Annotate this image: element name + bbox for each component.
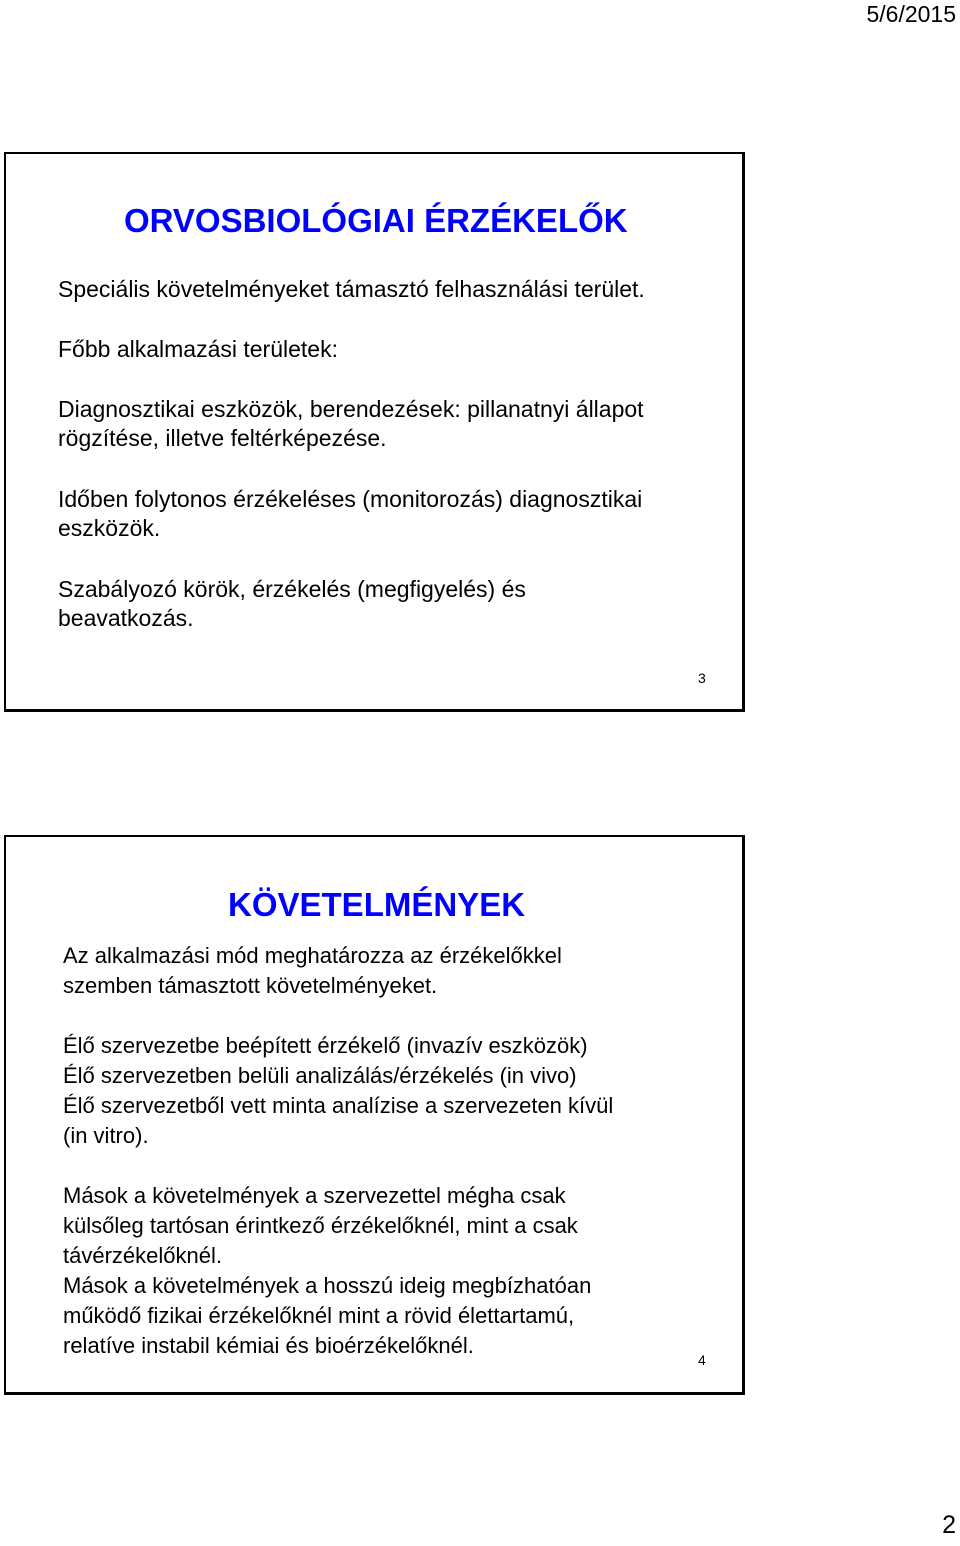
slide-paragraph bbox=[58, 575, 526, 633]
slide-4 bbox=[4, 835, 745, 1395]
text-line: Élő szervezetből vett minta analízise a szervezeten kívül bbox=[63, 1093, 614, 1118]
text-line: relatíve instabil kémiai és bioérzékelőknél. bbox=[63, 1333, 474, 1358]
document-date: 5/6/2015 bbox=[866, 1, 956, 27]
text-line: eszközök. bbox=[58, 515, 161, 541]
slide-paragraph bbox=[63, 1181, 578, 1271]
text-line: Mások a követelmények a hosszú ideig megbízhatóan bbox=[63, 1273, 592, 1298]
slide-paragraph bbox=[58, 275, 645, 304]
page-number: 2 bbox=[942, 1511, 956, 1539]
text-line: Az alkalmazási mód meghatározza az érzékelőkkel bbox=[63, 943, 562, 968]
text-line: távérzékelőknél. bbox=[63, 1243, 222, 1268]
text-line: Szabályozó körök, érzékelés (megfigyelés) és bbox=[58, 576, 526, 602]
slide-paragraph bbox=[58, 395, 644, 453]
slide-3 bbox=[4, 152, 745, 712]
text-line: külsőleg tartósan érintkező érzékelőknél, mint a csak bbox=[63, 1213, 578, 1238]
slide-paragraph bbox=[58, 485, 642, 543]
text-line: beavatkozás. bbox=[58, 605, 194, 631]
slide-paragraph bbox=[63, 1031, 613, 1151]
text-line: Speciális követelményeket támasztó felhasználási terület. bbox=[58, 276, 645, 302]
slide-title: ORVOSBIOLÓGIAI ÉRZÉKELŐK bbox=[124, 202, 628, 239]
text-line: (in vitro). bbox=[63, 1123, 149, 1148]
text-line: működő fizikai érzékelőknél mint a rövid élettartamú, bbox=[63, 1303, 575, 1328]
slide-number: 4 bbox=[698, 1352, 706, 1368]
text-line: rögzítése, illetve feltérképezése. bbox=[58, 425, 387, 451]
text-line: Élő szervezetben belüli analizálás/érzékelés (in vivo) bbox=[63, 1063, 577, 1088]
text-line: Élő szervezetbe beépített érzékelő (invazív eszközök) bbox=[63, 1033, 588, 1058]
slide-paragraph bbox=[63, 1271, 591, 1361]
text-line: Mások a követelmények a szervezettel mégha csak bbox=[63, 1183, 566, 1208]
text-line: Főbb alkalmazási területek: bbox=[58, 336, 338, 362]
text-line: Időben folytonos érzékeléses (monitorozás) diagnosztikai bbox=[58, 486, 643, 512]
slide-paragraph bbox=[63, 941, 562, 1001]
text-line: Diagnosztikai eszközök, berendezések: pillanatnyi állapot bbox=[58, 396, 644, 422]
text-line: szemben támasztott követelményeket. bbox=[63, 973, 438, 998]
slide-title: KÖVETELMÉNYEK bbox=[228, 886, 526, 923]
slide-paragraph bbox=[58, 335, 338, 364]
slide-number: 3 bbox=[698, 670, 706, 686]
